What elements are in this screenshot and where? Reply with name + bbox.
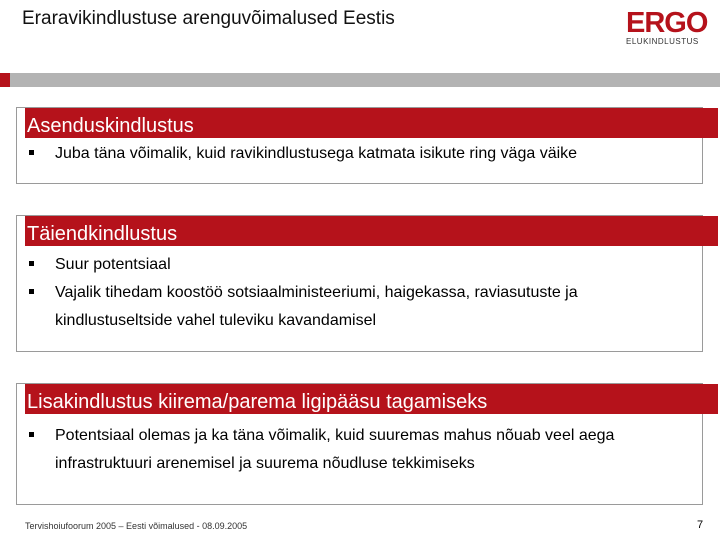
bullet-list — [17, 246, 702, 335]
bullet-text: Vajalik tihedam koostöö sotsiaalministeeriumi, haigekassa, raviasutuste ja kindlustuseltside vahel tuleviku kavandamisel — [55, 284, 578, 329]
bullet-text: Juba täna võimalik, kuid ravikindlustusega katmata isikute ring väga väike — [55, 145, 578, 162]
section-heading: Asenduskindlustus — [27, 115, 194, 137]
section-header — [17, 108, 702, 138]
bullet-text: Suur potentsiaal — [55, 256, 171, 273]
bullet-icon — [29, 150, 34, 155]
slide-title: Eraravikindlustuse arenguvõimalused Eestis — [22, 8, 395, 29]
section-heading: Täiendkindlustus — [27, 223, 178, 245]
header-divider-bar — [0, 73, 720, 87]
logo-word: ERGO — [626, 7, 708, 39]
bullet-item — [17, 422, 702, 478]
bullet-icon — [29, 289, 34, 294]
footer-text: Tervishoiufoorum 2005 – Eesti võimalused - 08.09.2005 — [25, 521, 248, 531]
section-asenduskindlustus — [16, 107, 703, 184]
bullet-item — [17, 140, 702, 168]
bullet-list — [17, 414, 702, 478]
bullet-text: Potentsiaal olemas ja ka täna võimalik, kuid suuremas mahus nõuab veel aega infrastruktuuri arenemisel ja suurema nõudluse tekkimiseks — [55, 427, 615, 472]
section-lisakindlustus — [16, 383, 703, 505]
bullet-icon — [29, 432, 34, 437]
bullet-item — [17, 279, 702, 335]
bullet-list — [17, 138, 702, 168]
section-taiendkindlustus — [16, 215, 703, 352]
bullet-item — [17, 251, 702, 279]
ergo-logo — [626, 8, 706, 46]
section-header — [17, 216, 702, 246]
page-number: 7 — [697, 519, 704, 531]
section-heading: Lisakindlustus kiirema/parema ligipääsu tagamiseks — [27, 391, 488, 413]
section-header — [17, 384, 702, 414]
logo-subtitle: ELUKINDLUSTUS — [626, 37, 699, 46]
header-accent-mark — [0, 73, 10, 87]
bullet-icon — [29, 261, 34, 266]
